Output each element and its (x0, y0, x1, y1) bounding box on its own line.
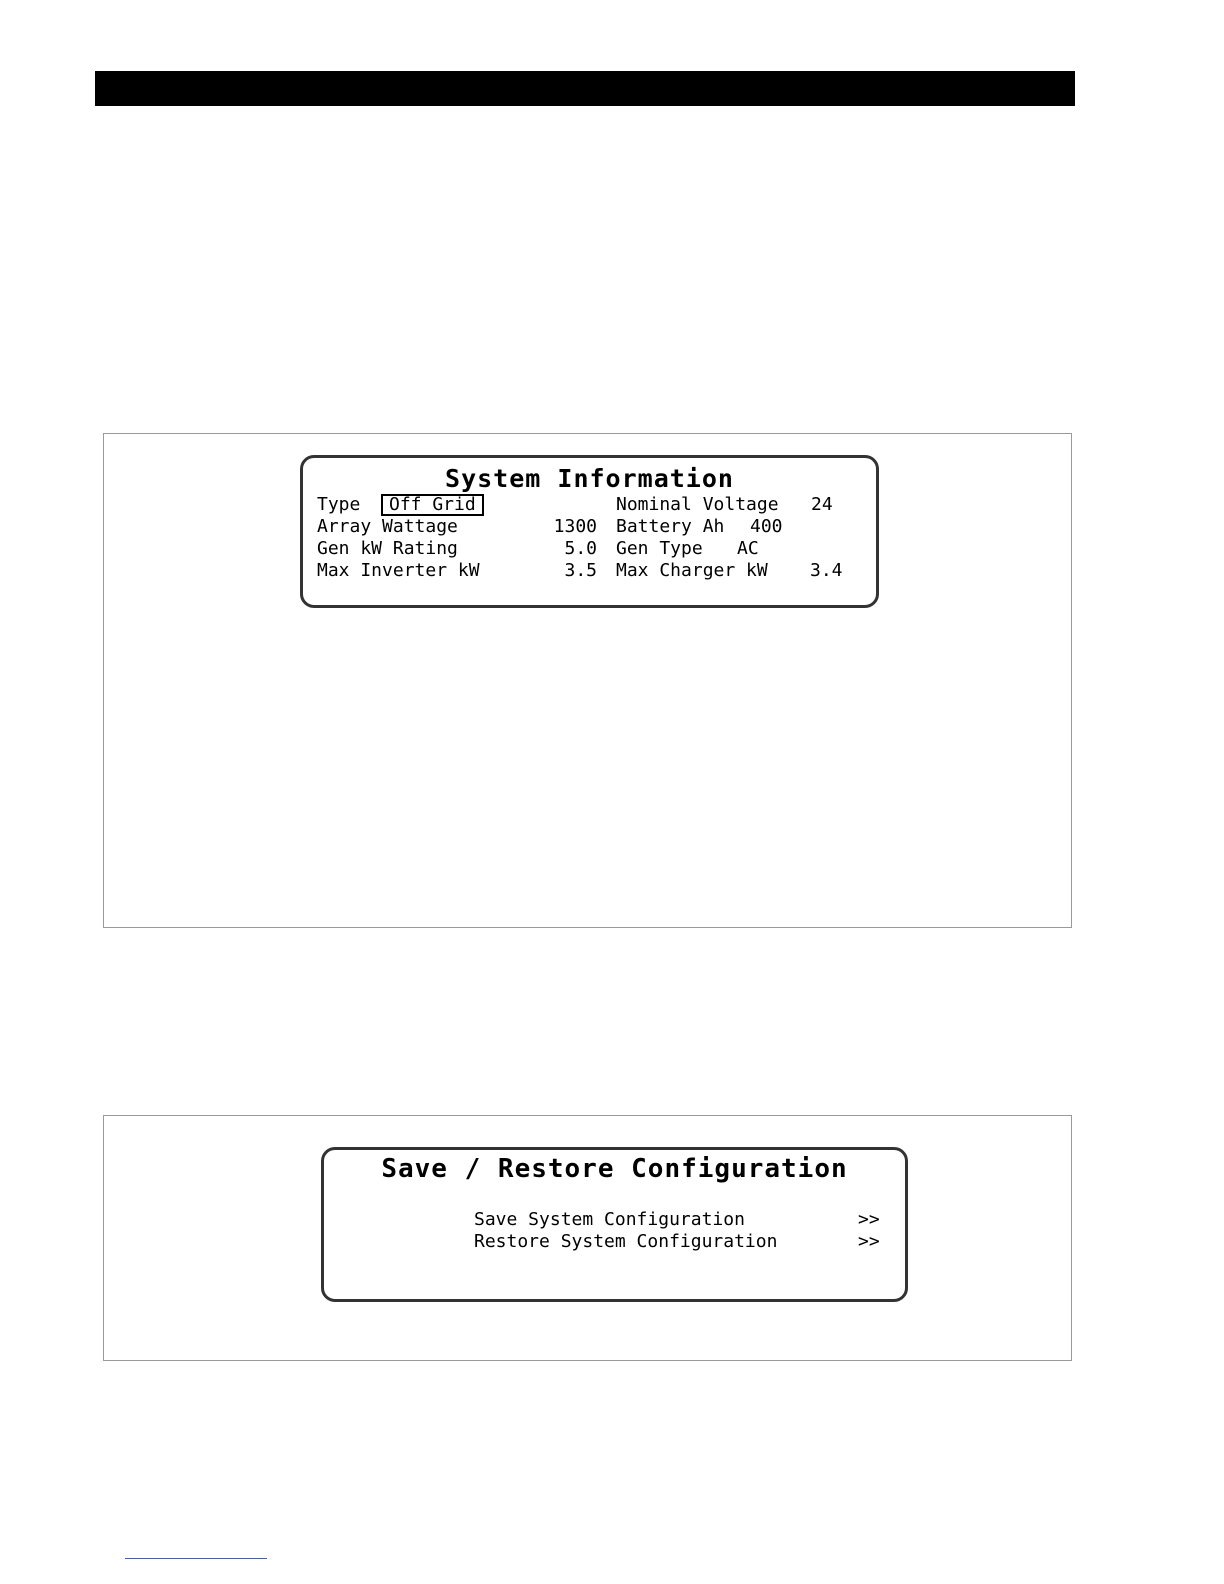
gen-kw-rating-value[interactable]: 5.0 (564, 538, 597, 559)
screen-title: System Information (445, 464, 734, 493)
battery-ah-label: Battery Ah (616, 516, 725, 537)
nominal-voltage-label: Nominal Voltage (616, 494, 779, 515)
array-wattage-label: Array Wattage (317, 516, 458, 537)
max-inverter-kw-label: Max Inverter kW (317, 560, 480, 581)
type-label: Type (317, 494, 361, 515)
battery-ah-value[interactable]: 400 (750, 516, 783, 537)
type-selector[interactable]: Off Grid (381, 494, 484, 516)
nominal-voltage-value[interactable]: 24 (811, 494, 833, 515)
gen-kw-rating-label: Gen kW Rating (317, 538, 458, 559)
chevron-right-icon: >> (858, 1231, 880, 1252)
max-charger-kw-label: Max Charger kW (616, 560, 768, 581)
header-bar (95, 71, 1075, 106)
save-restore-screen (321, 1147, 908, 1302)
max-charger-kw-value[interactable]: 3.4 (810, 560, 843, 581)
system-information-figure (103, 433, 1072, 928)
gen-type-value[interactable]: AC (737, 538, 759, 559)
save-restore-figure (103, 1115, 1072, 1361)
screen-title: Save / Restore Configuration (381, 1154, 848, 1184)
footnote-separator (125, 1558, 267, 1559)
system-information-screen (300, 455, 879, 608)
max-inverter-kw-value[interactable]: 3.5 (564, 560, 597, 581)
array-wattage-value[interactable]: 1300 (553, 516, 597, 537)
chevron-right-icon: >> (858, 1209, 880, 1230)
gen-type-label: Gen Type (616, 538, 703, 559)
save-system-configuration-label: Save System Configuration (474, 1209, 745, 1230)
restore-system-configuration-label: Restore System Configuration (474, 1231, 778, 1252)
